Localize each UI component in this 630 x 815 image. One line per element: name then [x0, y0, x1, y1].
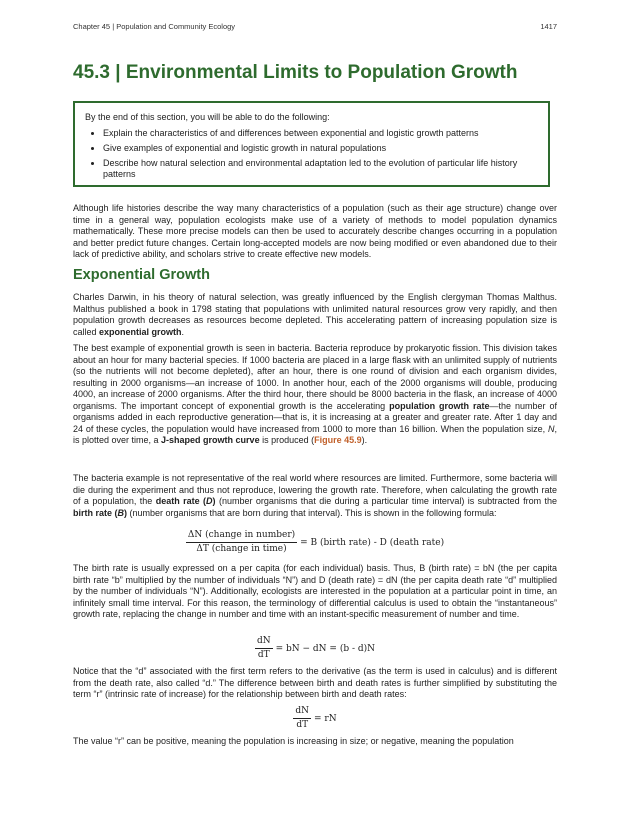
- objective-item: • Give examples of exponential and logistic growth in natural populations: [103, 143, 536, 154]
- intro-paragraph: Although life histories describe the way many characteristics of a population (such as their age structure) change over time in a general way, population ecologists make use of a variety of methods to model population dynamics mathematically. These more precise models can then be used to accurately describe changes occurring in a population and better predict future changes. Certain long-accepted models are now being modified or even abandoned due to their lack of predictive ability, and scholars strive to create effective new models.: [73, 203, 557, 259]
- paragraph-per-capita: The birth rate is usually expressed on a per capita (for each individual) basis. Thus, B (birth rate) = bN (the per capita birth rate “b” multiplied by the number of individuals “N”) and D (death rate) = dN (the per capita death rate “d” multiplied by the number of individuals “N”). Additionally, ecologists are interested in the population at a particular point in time, an infinitely small time interval. For this reason, the terminology of differential calculus is used to obtain the “instantaneous” growth rate, replacing the change in number and time with an instant-specific measurement of number and time.: [73, 563, 557, 619]
- p2-text-b: —the number of organisms added in each reproductive generation—that is, it is increasing at a greater and greater rate. After 1 day and 24 of these cycles, the population would have increased from 1000 to more than 16 billion. When the population size,: [73, 400, 557, 434]
- term-death-rate-close: ): [212, 496, 216, 506]
- p2-text-a: The best example of exponential growth is seen in bacteria. Bacteria reproduce by prokaryotic fission. This division takes about an hour for many bacterial species. If 1000 bacteria are placed in a large flask with an unlimited supply of nutrients (so the nutrients will not become depleted), after an hour, there is one round of division and each organism divides, resulting in 2000 organisms—an increase of 1000. In another hour, each of the 2000 organisms will double, producing 4000, an increase of 2000 organisms. After the third hour, there should be 8000 bacteria in the flask, an increase of 4000 organisms. The important concept of exponential growth is the accelerating: [73, 343, 557, 411]
- term-death-rate: [156, 496, 216, 506]
- subheading-exponential-growth: Exponential Growth: [73, 267, 210, 283]
- chapter-title: Chapter 45 | Population and Community Ecology: [73, 22, 236, 31]
- equation-growth-rate: [0, 530, 630, 555]
- objective-item: • Describe how natural selection and environmental adaptation led to the evolution of particular life history patterns: [103, 158, 536, 180]
- equation-rhs: = B (birth rate) - D (death rate): [300, 537, 445, 548]
- p1-end: .: [181, 326, 185, 337]
- equation-intrinsic-rate: [0, 706, 630, 731]
- p3-text-a: The bacteria example is not representative of the real world where resources are limited. Furthermore, some bacteria will die during the experiment and thus not reproduce, lowering the growth rate. Therefore, when calculating the growth rate of a population, the: [73, 473, 557, 506]
- paragraph-r-value: The value “r” can be positive, meaning the population is increasing in size; or negative, meaning the population: [73, 736, 514, 746]
- term-population-growth-rate: population growth rate: [389, 400, 490, 411]
- objectives-list: [85, 128, 536, 180]
- p1-text: Charles Darwin, in his theory of natural selection, was greatly influenced by the English clergyman Thomas Malthus. Malthus published a book in 1798 stating that populations with unlimited natural resources grow very rapidly, and then population growth decreases as resources become depleted. This accelerating pattern of increasing population size is called: [73, 292, 557, 337]
- equation-denominator: ΔT (change in time): [196, 544, 287, 554]
- term-birth-rate: [73, 508, 127, 518]
- equation-denominator: dT: [257, 650, 270, 660]
- learning-objectives-box: [73, 101, 550, 187]
- equation-denominator: dT: [296, 720, 309, 730]
- section-title: 45.3 | Environmental Limits to Population Growth: [73, 62, 518, 83]
- page-number: 1417: [540, 22, 557, 31]
- equation-numerator: dN: [255, 636, 273, 649]
- var-n: N: [547, 423, 555, 434]
- p2-text-d: is produced (: [259, 435, 315, 445]
- equation-fraction: [186, 530, 297, 555]
- term-exponential-growth: exponential growth: [99, 326, 182, 337]
- equation-fraction: [255, 636, 273, 661]
- figure-link[interactable]: Figure 45.9: [314, 435, 362, 445]
- term-birth-rate-close: ): [124, 507, 128, 518]
- paragraph-death-rate: [73, 473, 557, 519]
- var-b: B: [117, 507, 125, 518]
- term-death-rate-label: death rate (: [155, 496, 207, 506]
- page-header: [73, 22, 557, 36]
- objective-item: • Explain the characteristics of and differences between exponential and logistic growth patterns: [103, 128, 536, 139]
- equation-rhs: = rN: [314, 713, 337, 724]
- equation-numerator: ΔN (change in number): [186, 530, 297, 543]
- p3-text-b: (number organisms that die during a particular time interval) is subtracted from the: [215, 496, 558, 506]
- paragraph-derivative: Notice that the “d” associated with the first term refers to the derivative (as the term is used in calculus) and is different from the death rate, also called “d.” The difference between birth and death rates is further simplified by substituting the term “r” (intrinsic rate of increase) for the relationship between birth and death rates:: [73, 666, 557, 699]
- equation-numerator: dN: [293, 706, 311, 719]
- p3-text-c: (number organisms that are born during that interval). This is shown in the following formula:: [127, 507, 497, 518]
- equation-fraction: [293, 706, 311, 731]
- term-j-shaped-curve: J-shaped growth curve: [161, 435, 260, 445]
- p2-text-c: , is plotted over time, a: [73, 423, 557, 445]
- var-d: D: [206, 496, 213, 506]
- paragraph-bacteria: [73, 343, 557, 447]
- p2-text-e: ).: [361, 435, 368, 445]
- equation-rhs: = bN − dN = (b - d)N: [275, 643, 376, 654]
- paragraph-malthus: [73, 292, 557, 338]
- equation-instantaneous-rate: [0, 636, 630, 661]
- term-birth-rate-label: birth rate (: [73, 507, 118, 518]
- objectives-intro: By the end of this section, you will be able to do the following:: [85, 112, 330, 122]
